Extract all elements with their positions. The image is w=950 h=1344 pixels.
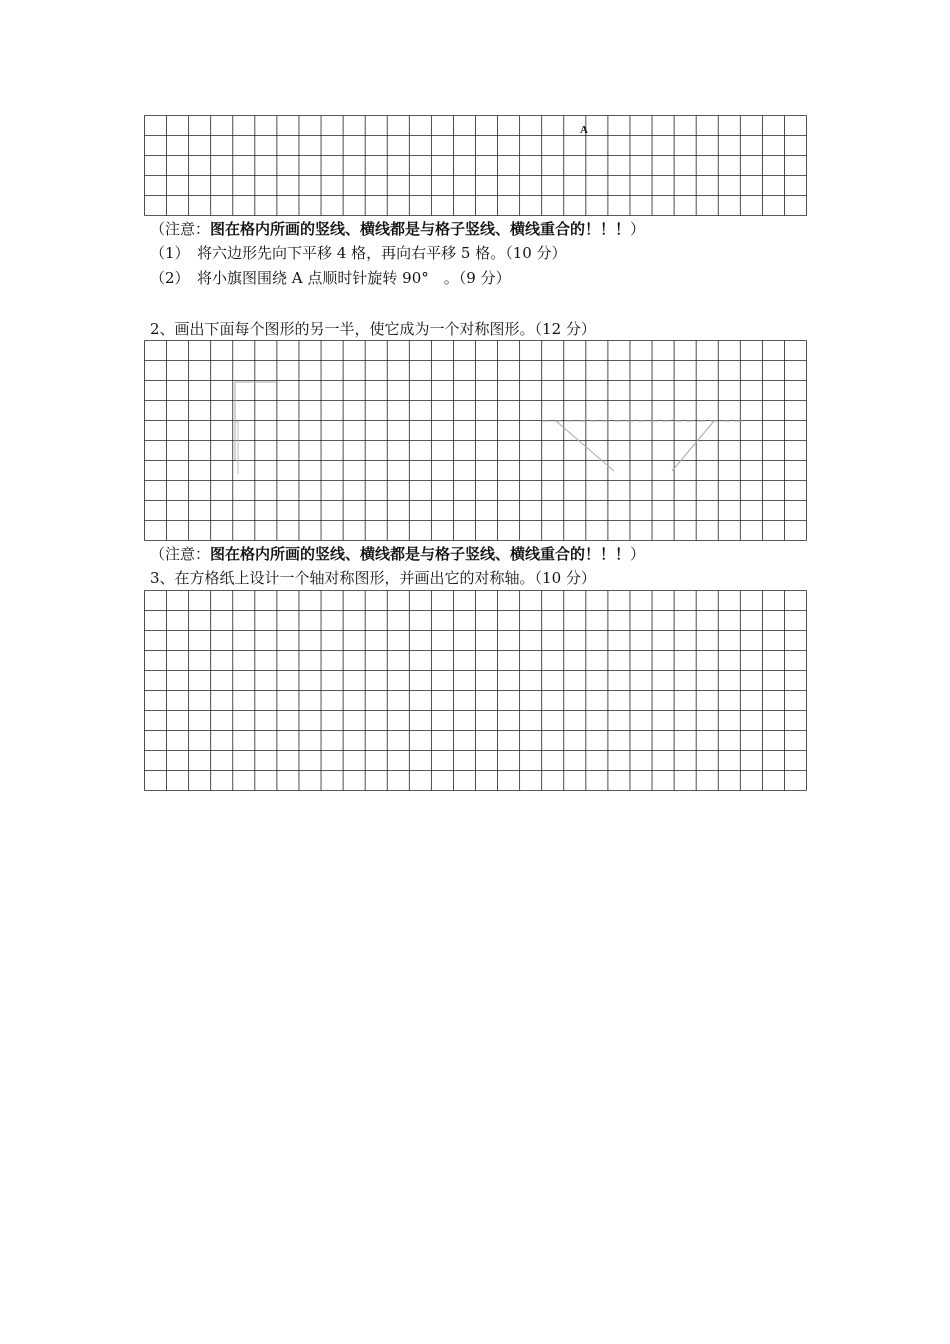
grid-1-svg [144,115,807,216]
grid-3-svg [144,590,807,791]
question-2: 2、画出下面每个图形的另一半，使它成为一个对称图形。（12 分） [150,320,596,338]
half-figure-right-edge-2 [672,421,714,471]
note-1: （注意：图在格内所画的竖线、横线都是与格子竖线、横线重合的！！！） [150,220,646,238]
grid-symmetry [144,340,807,541]
point-a-label: A [580,124,588,136]
half-figure-left [235,382,278,460]
task-1-2: （2） 将小旗图围绕 A 点顺时针旋转 90° 。（9 分） [150,269,511,287]
grid-lines [145,341,807,541]
grid-lines [145,591,807,791]
half-figure-right-edge-1 [556,421,614,471]
grid-2-svg [144,340,807,541]
note-2: （注意：图在格内所画的竖线、横线都是与格子竖线、横线重合的！！！） [150,545,646,563]
task-1-1: （1） 将六边形先向下平移 4 格，再向右平移 5 格。（10 分） [150,244,567,262]
grid-translation-rotation [144,115,807,216]
grid-lines [145,116,807,216]
grid-design [144,590,807,791]
question-3: 3、在方格纸上设计一个轴对称图形，并画出它的对称轴。（10 分） [150,569,596,587]
